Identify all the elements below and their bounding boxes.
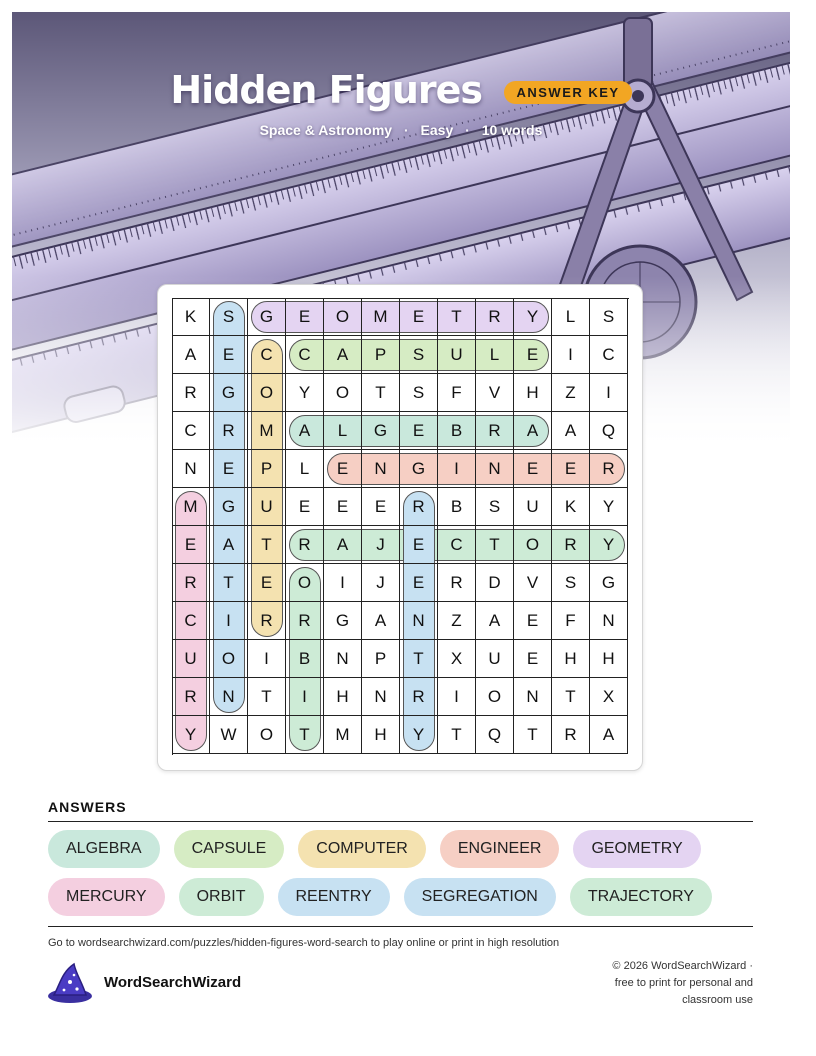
grid-cell[interactable]: R: [210, 412, 248, 450]
grid-cell[interactable]: E: [210, 450, 248, 488]
grid-cell[interactable]: N: [362, 450, 400, 488]
grid-cell[interactable]: I: [324, 564, 362, 602]
grid-cell[interactable]: R: [286, 602, 324, 640]
grid-cell[interactable]: A: [324, 336, 362, 374]
grid-cell[interactable]: R: [552, 526, 590, 564]
grid-cell[interactable]: P: [248, 450, 286, 488]
grid-cell[interactable]: P: [362, 336, 400, 374]
answer-chip: REENTRY: [278, 878, 390, 916]
grid-cell[interactable]: E: [400, 564, 438, 602]
grid-cell[interactable]: E: [210, 336, 248, 374]
grid-cell[interactable]: E: [400, 526, 438, 564]
grid-cell[interactable]: T: [438, 298, 476, 336]
grid-cell[interactable]: U: [172, 640, 210, 678]
grid-cell[interactable]: Y: [400, 716, 438, 754]
grid-cell[interactable]: G: [210, 488, 248, 526]
grid-cell[interactable]: N: [590, 602, 628, 640]
grid-cell[interactable]: Q: [590, 412, 628, 450]
grid-cell[interactable]: T: [552, 678, 590, 716]
grid-cell[interactable]: N: [172, 450, 210, 488]
grid-cell[interactable]: C: [172, 602, 210, 640]
grid-cell[interactable]: T: [210, 564, 248, 602]
grid-cell[interactable]: R: [172, 374, 210, 412]
grid-cell[interactable]: N: [324, 640, 362, 678]
grid-cell[interactable]: K: [172, 298, 210, 336]
grid-cell[interactable]: H: [362, 716, 400, 754]
grid-cell[interactable]: E: [514, 450, 552, 488]
grid-cell[interactable]: C: [172, 412, 210, 450]
topic-label: Space & Astronomy: [259, 122, 393, 138]
grid-cell[interactable]: G: [210, 374, 248, 412]
answer-chip: ORBIT: [179, 878, 264, 916]
grid-cell[interactable]: I: [286, 678, 324, 716]
grid-cell[interactable]: W: [210, 716, 248, 754]
grid-cell[interactable]: G: [362, 412, 400, 450]
grid-cell[interactable]: E: [514, 640, 552, 678]
grid-cell[interactable]: A: [552, 412, 590, 450]
grid-cell[interactable]: Z: [552, 374, 590, 412]
grid-cell[interactable]: U: [248, 488, 286, 526]
grid-cell[interactable]: O: [324, 374, 362, 412]
grid-cell[interactable]: E: [172, 526, 210, 564]
grid-cell[interactable]: Y: [590, 488, 628, 526]
grid-cell[interactable]: N: [514, 678, 552, 716]
grid-cell[interactable]: A: [286, 412, 324, 450]
grid-cell[interactable]: L: [286, 450, 324, 488]
grid-cell[interactable]: R: [286, 526, 324, 564]
grid-cell[interactable]: Z: [438, 602, 476, 640]
letter-grid[interactable]: [172, 298, 629, 754]
grid-cell[interactable]: D: [476, 564, 514, 602]
grid-cell[interactable]: O: [514, 526, 552, 564]
grid-cell[interactable]: H: [552, 640, 590, 678]
grid-cell[interactable]: O: [476, 678, 514, 716]
grid-cell[interactable]: R: [476, 298, 514, 336]
grid-cell[interactable]: E: [324, 488, 362, 526]
grid-cell[interactable]: R: [476, 412, 514, 450]
grid-cell[interactable]: L: [552, 298, 590, 336]
grid-cell[interactable]: Y: [590, 526, 628, 564]
grid-cell[interactable]: T: [248, 678, 286, 716]
grid-cell[interactable]: G: [400, 450, 438, 488]
title-row: [12, 68, 790, 112]
grid-cell[interactable]: Y: [514, 298, 552, 336]
grid-cell[interactable]: A: [362, 602, 400, 640]
grid-cell[interactable]: S: [400, 374, 438, 412]
grid-cell[interactable]: Y: [286, 374, 324, 412]
grid-cell[interactable]: S: [210, 298, 248, 336]
grid-cell[interactable]: N: [210, 678, 248, 716]
grid-cell[interactable]: M: [248, 412, 286, 450]
answer-chip: TRAJECTORY: [570, 878, 712, 916]
grid-cell[interactable]: A: [476, 602, 514, 640]
grid-cell[interactable]: R: [172, 564, 210, 602]
grid-cell[interactable]: R: [172, 678, 210, 716]
grid-cell[interactable]: N: [476, 450, 514, 488]
difficulty-label: Easy: [420, 122, 454, 138]
grid-cell[interactable]: T: [476, 526, 514, 564]
grid-cell[interactable]: R: [590, 450, 628, 488]
puzzle-title: Hidden Figures: [170, 68, 483, 112]
grid-cell[interactable]: C: [590, 336, 628, 374]
grid-cell[interactable]: U: [438, 336, 476, 374]
grid-cell[interactable]: T: [286, 716, 324, 754]
meta-separator: ·: [465, 122, 470, 138]
grid-cell[interactable]: T: [362, 374, 400, 412]
wizard-hat-icon: [46, 962, 94, 1011]
grid-cell[interactable]: E: [514, 336, 552, 374]
grid-cell[interactable]: N: [362, 678, 400, 716]
copyright-line: classroom use: [682, 994, 753, 1006]
grid-cell[interactable]: T: [400, 640, 438, 678]
grid-cell[interactable]: L: [476, 336, 514, 374]
grid-cell[interactable]: X: [590, 678, 628, 716]
grid-cell[interactable]: E: [514, 602, 552, 640]
grid-cell[interactable]: E: [248, 564, 286, 602]
grid-cell[interactable]: T: [438, 716, 476, 754]
grid-cell[interactable]: S: [476, 488, 514, 526]
grid-cell[interactable]: E: [362, 488, 400, 526]
grid-cell[interactable]: I: [438, 678, 476, 716]
grid-cell[interactable]: H: [590, 640, 628, 678]
puzzle-meta: [12, 122, 790, 138]
grid-cell[interactable]: C: [438, 526, 476, 564]
grid-cell[interactable]: E: [324, 450, 362, 488]
grid-cell[interactable]: R: [400, 678, 438, 716]
grid-cell[interactable]: B: [438, 488, 476, 526]
grid-cell[interactable]: Q: [476, 716, 514, 754]
grid-cell[interactable]: A: [172, 336, 210, 374]
grid-cell[interactable]: S: [400, 336, 438, 374]
grid-cell[interactable]: B: [438, 412, 476, 450]
grid-cell[interactable]: E: [400, 412, 438, 450]
grid-cell[interactable]: O: [286, 564, 324, 602]
grid-cell[interactable]: S: [590, 298, 628, 336]
footer-url-text[interactable]: Go to wordsearchwizard.com/puzzles/hidden-figures-word-search to play online or print in high resolution: [48, 937, 560, 949]
divider: [48, 821, 753, 822]
answer-chip: MERCURY: [48, 878, 165, 916]
grid-cell[interactable]: A: [590, 716, 628, 754]
grid-cell[interactable]: N: [400, 602, 438, 640]
grid-cell[interactable]: M: [362, 298, 400, 336]
grid-cell[interactable]: A: [324, 526, 362, 564]
grid-cell[interactable]: U: [476, 640, 514, 678]
grid-cell[interactable]: C: [286, 336, 324, 374]
answer-chip: GEOMETRY: [573, 830, 700, 868]
grid-cell[interactable]: O: [210, 640, 248, 678]
grid-cell[interactable]: E: [552, 450, 590, 488]
grid-cell[interactable]: Y: [172, 716, 210, 754]
grid-cell[interactable]: I: [438, 450, 476, 488]
grid-cell[interactable]: E: [286, 488, 324, 526]
grid-cell[interactable]: I: [590, 374, 628, 412]
answer-chip: ENGINEER: [440, 830, 560, 868]
grid-cell[interactable]: V: [514, 564, 552, 602]
answer-chip: CAPSULE: [174, 830, 285, 868]
grid-cell[interactable]: R: [552, 716, 590, 754]
grid-cell[interactable]: F: [438, 374, 476, 412]
grid-cell[interactable]: M: [324, 716, 362, 754]
grid-cell[interactable]: J: [362, 526, 400, 564]
grid-cell[interactable]: T: [514, 716, 552, 754]
grid-cell[interactable]: R: [438, 564, 476, 602]
brand-name[interactable]: WordSearchWizard: [104, 974, 242, 991]
grid-cell[interactable]: O: [324, 298, 362, 336]
copyright-line: free to print for personal and: [614, 977, 753, 989]
grid-cell[interactable]: E: [286, 298, 324, 336]
grid-cell[interactable]: A: [514, 412, 552, 450]
word-count-label: 10 words: [481, 122, 543, 138]
answers-heading: ANSWERS: [48, 799, 127, 815]
meta-separator: ·: [403, 122, 409, 138]
grid-cell[interactable]: C: [248, 336, 286, 374]
grid-cell[interactable]: G: [590, 564, 628, 602]
grid-cell[interactable]: A: [210, 526, 248, 564]
grid-cell[interactable]: S: [552, 564, 590, 602]
grid-cell[interactable]: R: [248, 602, 286, 640]
grid-cell[interactable]: I: [210, 602, 248, 640]
answer-key-badge: ANSWER KEY: [504, 81, 631, 104]
grid-cell[interactable]: K: [552, 488, 590, 526]
grid-cell[interactable]: F: [552, 602, 590, 640]
grid-cell[interactable]: T: [248, 526, 286, 564]
grid-cell[interactable]: G: [324, 602, 362, 640]
grid-cell[interactable]: U: [514, 488, 552, 526]
answer-list: [48, 830, 753, 916]
grid-cell[interactable]: L: [324, 412, 362, 450]
grid-cell[interactable]: H: [324, 678, 362, 716]
copyright-text: [563, 958, 753, 1009]
answer-chip: COMPUTER: [298, 830, 426, 868]
divider: [48, 926, 753, 927]
copyright-line: © 2026 WordSearchWizard ·: [612, 960, 753, 972]
grid-cell[interactable]: V: [476, 374, 514, 412]
answer-chip: ALGEBRA: [48, 830, 160, 868]
grid-cell[interactable]: B: [286, 640, 324, 678]
grid-cell[interactable]: X: [438, 640, 476, 678]
grid-cell[interactable]: O: [248, 374, 286, 412]
grid-cell[interactable]: P: [362, 640, 400, 678]
grid-cell[interactable]: G: [248, 298, 286, 336]
grid-cell[interactable]: H: [514, 374, 552, 412]
grid-cell[interactable]: I: [248, 640, 286, 678]
grid-cell[interactable]: M: [172, 488, 210, 526]
answer-chip: SEGREGATION: [404, 878, 556, 916]
grid-cell[interactable]: I: [552, 336, 590, 374]
grid-cell[interactable]: J: [362, 564, 400, 602]
grid-cell[interactable]: E: [400, 298, 438, 336]
grid-cell[interactable]: O: [248, 716, 286, 754]
grid-cell[interactable]: R: [400, 488, 438, 526]
